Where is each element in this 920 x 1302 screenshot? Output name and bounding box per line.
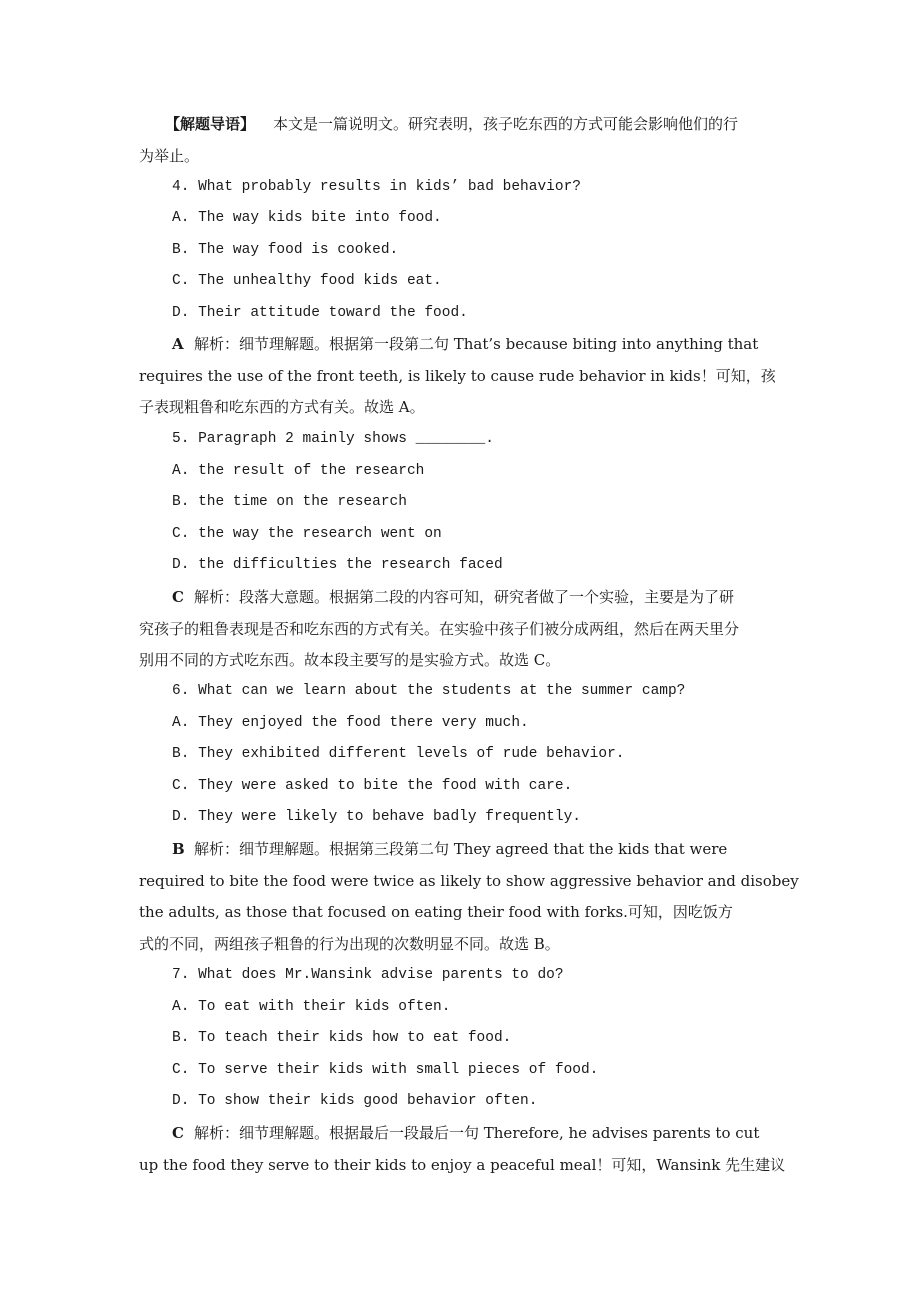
analysis-line: 子表现粗鲁和吃东西的方式有关。故选 A。: [139, 398, 425, 416]
analysis-line: [172, 587, 734, 607]
option-b: B. the time on the research: [172, 494, 407, 510]
option-b: B. They exhibited different levels of rude behavior.: [172, 746, 625, 762]
option-c: C. To serve their kids with small pieces of food.: [172, 1062, 599, 1078]
analysis-line: 究孩子的粗鲁表现是否和吃东西的方式有关。在实验中孩子们被分成两组，然后在两天里分: [139, 620, 740, 638]
option-b: B. The way food is cooked.: [172, 242, 399, 258]
option-d: D. the difficulties the research faced: [172, 557, 503, 573]
guide-continuation: 为举止。: [139, 147, 200, 165]
guide-label: 【解题导语】: [165, 115, 256, 133]
analysis-line: up the food they serve to their kids to enjoy a peaceful meal！可知，Wansink 先生建议: [139, 1156, 786, 1174]
answer-letter: C: [172, 1124, 184, 1142]
answer-letter: B: [172, 840, 185, 858]
question-stem: 6. What can we learn about the students at the summer camp?: [172, 683, 686, 699]
analysis-line: required to bite the food were twice as likely to show aggressive behavior and disobey: [139, 872, 799, 890]
guide-line: [165, 114, 738, 134]
analysis-text: 解析：段落大意题。根据第二段的内容可知，研究者做了一个实验，主要是为了研: [194, 588, 735, 606]
option-b: B. To teach their kids how to eat food.: [172, 1030, 512, 1046]
question-stem: 5. Paragraph 2 mainly shows ________.: [172, 431, 494, 447]
analysis-line: the adults, as those that focused on eating their food with forks.可知，因吃饭方: [139, 903, 733, 921]
option-c: C. the way the research went on: [172, 526, 442, 542]
answer-letter: A: [172, 335, 184, 353]
option-d: D. Their attitude toward the food.: [172, 305, 468, 321]
option-d: D. To show their kids good behavior often.: [172, 1093, 538, 1109]
question-stem: 4. What probably results in kids’ bad behavior?: [172, 179, 581, 195]
analysis-line: [172, 1123, 759, 1143]
analysis-text: 解析：细节理解题。根据第一段第二句 That’s because biting into anything that: [194, 335, 759, 353]
question-stem: 7. What does Mr.Wansink advise parents to do?: [172, 967, 564, 983]
option-c: C. They were asked to bite the food with care.: [172, 778, 573, 794]
analysis-line: [172, 839, 727, 859]
option-a: A. the result of the research: [172, 463, 425, 479]
option-c: C. The unhealthy food kids eat.: [172, 273, 442, 289]
analysis-text: 解析：细节理解题。根据第三段第二句 They agreed that the kids that were: [194, 840, 728, 858]
answer-letter: C: [172, 588, 184, 606]
option-a: A. They enjoyed the food there very much.: [172, 715, 529, 731]
option-d: D. They were likely to behave badly frequently.: [172, 809, 581, 825]
analysis-line: requires the use of the front teeth, is likely to cause rude behavior in kids！可知，孩: [139, 367, 776, 385]
analysis-line: [172, 334, 758, 354]
analysis-line: 式的不同，两组孩子粗鲁的行为出现的次数明显不同。故选 B。: [139, 935, 560, 953]
analysis-text: 解析：细节理解题。根据最后一段最后一句 Therefore, he advises parents to cut: [194, 1124, 760, 1142]
analysis-line: 别用不同的方式吃东西。故本段主要写的是实验方式。故选 C。: [139, 651, 561, 669]
guide-text: 本文是一篇说明文。研究表明，孩子吃东西的方式可能会影响他们的行: [273, 115, 739, 133]
option-a: A. To eat with their kids often.: [172, 999, 451, 1015]
option-a: A. The way kids bite into food.: [172, 210, 442, 226]
